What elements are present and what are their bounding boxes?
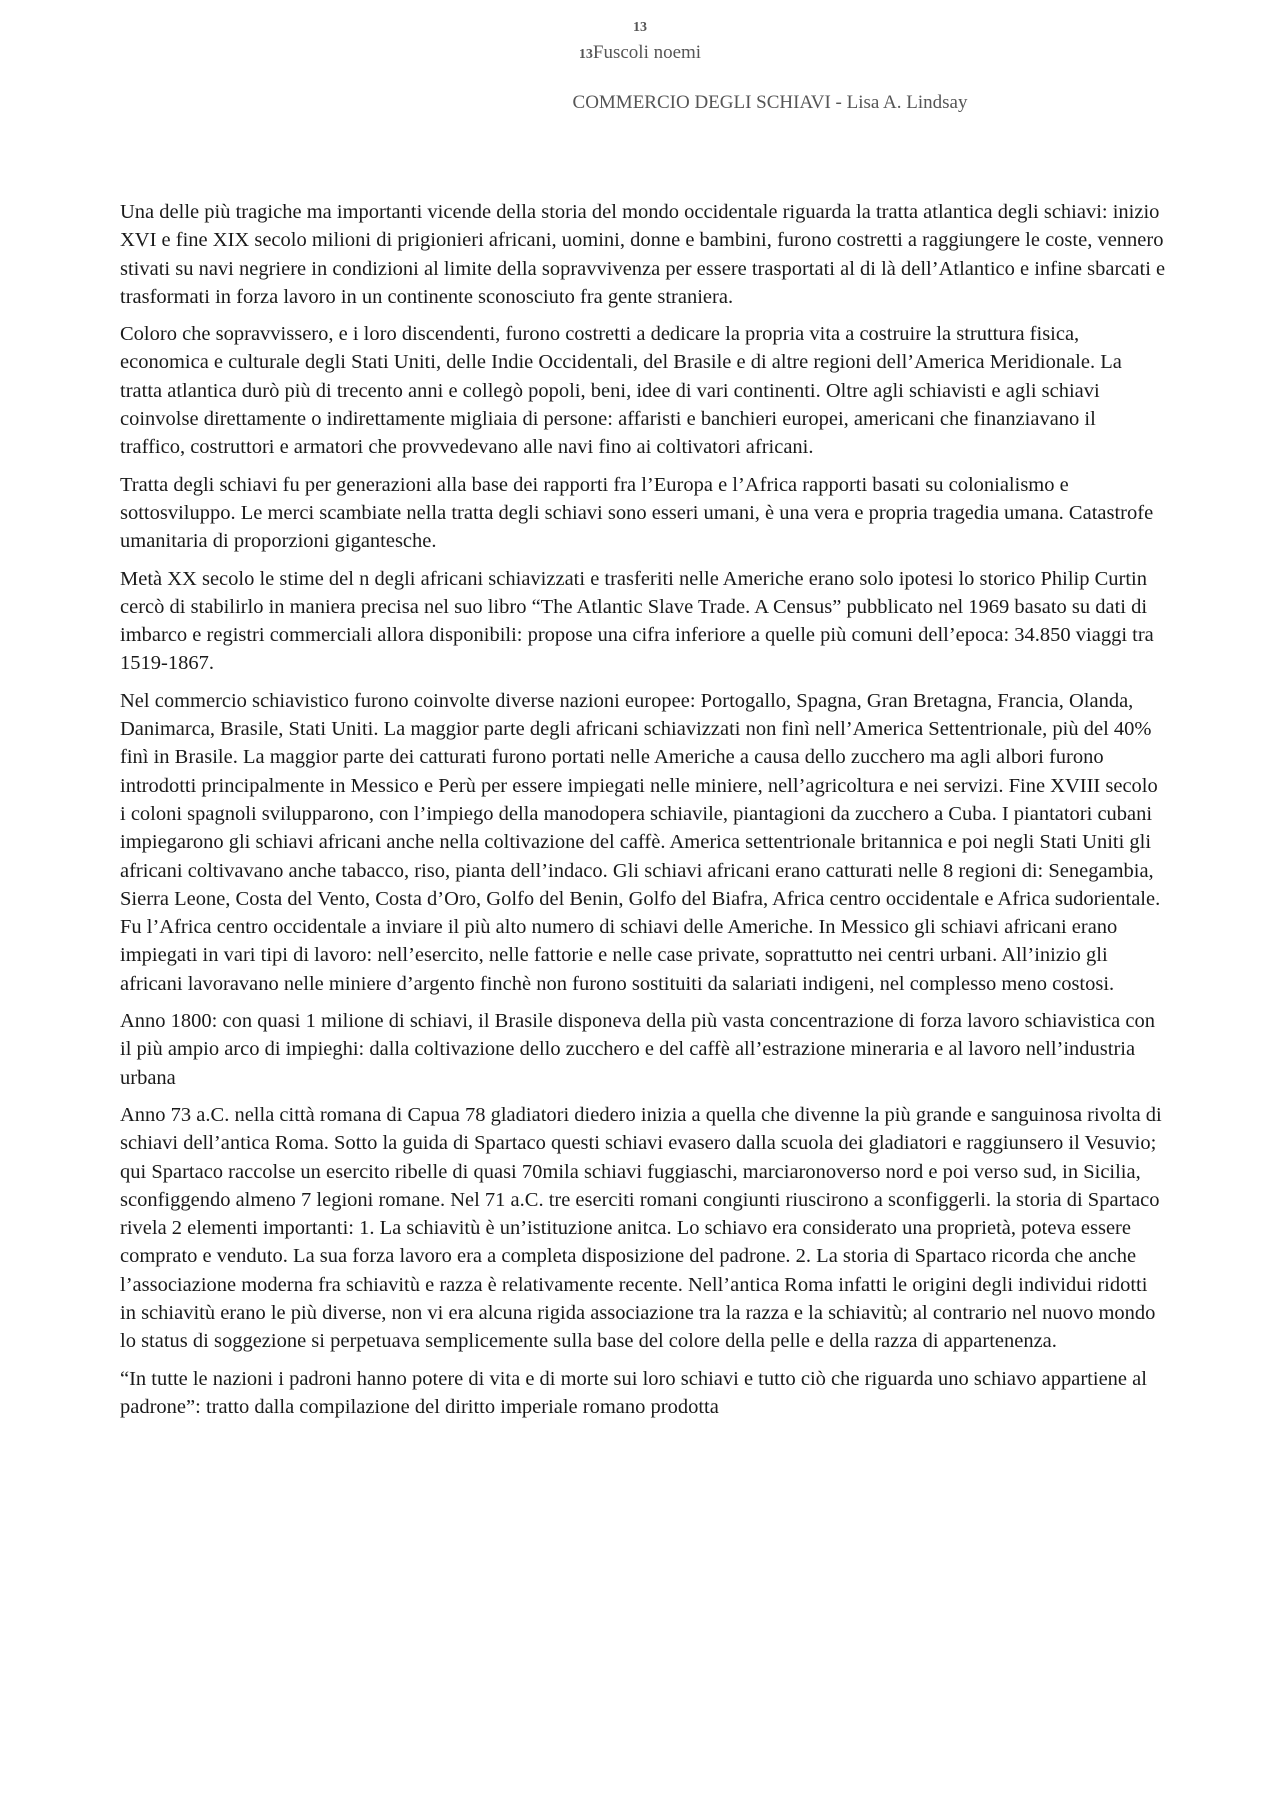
author-line xyxy=(0,42,1280,64)
paragraph-6: Anno 1800: con quasi 1 milione di schiavi, il Brasile disponeva della più vasta concentrazione di forza lavoro schiavistica con il più ampio arco di impieghi: dalla coltivazione dello zucchero e del caffè all’estrazione mineraria e al lavoro nell’industria urbana xyxy=(120,1010,1155,1089)
author-name: Fuscoli noemi xyxy=(592,42,702,63)
author-number: 13 xyxy=(578,47,593,62)
paragraph-8: “In tutte le nazioni i padroni hanno potere di vita e di morte sui loro schiavi e tutto ciò che riguarda uno schiavo appartiene al padrone”: tratto dalla compilazione del diritto imperiale romano prodotta xyxy=(120,1367,1147,1418)
paragraph-4: Metà XX secolo le stime del n degli africani schiavizzati e trasferiti nelle Americhe erano solo ipotesi lo storico Philip Curtin cercò di stabilirlo in maniera precisa nel suo libro “The Atlantic Slave Trade. A Census” pubblicato nel 1969 basato su dati di imbarco e registri commerciali allora disponibili: propose una cifra inferiore a quelle più comuni dell’epoca: 34.850 viaggi tra 1519-1867. xyxy=(120,567,1154,675)
document-body xyxy=(120,198,1166,1430)
page-number: 13 xyxy=(633,20,647,35)
document-title: COMMERCIO DEGLI SCHIAVI - Lisa A. Lindsay xyxy=(572,92,968,113)
paragraph-3: Tratta degli schiavi fu per generazioni alla base dei rapporti fra l’Europa e l’Africa rapporti basati su colonialismo e sottosviluppo. Le merci scambiate nella tratta degli schiavi sono esseri umani, è una vera e propria tragedia umana. Catastrofe umanitaria di proporzioni gigantesche. xyxy=(120,473,1154,553)
paragraph-1: Una delle più tragiche ma importanti vicende della storia del mondo occidentale riguarda la tratta atlantica degli schiavi: inizio XVI e fine XIX secolo milioni di prigionieri africani, uomini, donne e bambini, furono costretti a raggiungere le coste, vennero stivati su navi negriere in condizioni al limite della sopravvivenza per essere trasportati al di là dell’Atlantico e infine sbarcati e trasformati in forza lavoro in un continente sconosciuto fra gente straniera. xyxy=(120,201,1166,308)
paragraph-5: Nel commercio schiavistico furono coinvolte diverse nazioni europee: Portogallo, Spagna, Gran Bretagna, Francia, Olanda, Danimarca, Brasile, Stati Uniti. La maggior parte degli africani schiavizzati non finì nell’America Settentrionale, più del 40% finì in Brasile. La maggior parte dei catturati furono portati nelle Americhe a causa dello zucchero ma agli albori furono introdotti principalmente in Messico e Perù per essere impiegati nelle miniere, nell’agricoltura e nei servizi. Fine XVIII secolo i coloni spagnoli svilupparono, con l’impiego della manodopera schiavile, piantagioni da zucchero a Cuba. I piantatori cubani impiegarono gli schiavi africani anche nella coltivazione del caffè. America settentrionale britannica e poi negli Stati Uniti gli africani coltivavano anche tabacco, riso, pianta dell’indaco. Gli schiavi africani erano catturati nelle 8 regioni di: Senegambia, Sierra Leone, Costa del Vento, Costa d’Oro, Golfo del Benin, Golfo del Biafra, Africa centro occidentale e Africa sudorientale. Fu l’Africa centro occidentale a inviare il più alto numero di schiavi delle Americhe. In Messico gli schiavi africani erano impiegati in vari tipi di lavoro: nell’esercito, nelle fattorie e nelle case private, soprattutto nei centri urbani. All’inizio gli africani lavoravano nelle miniere d’argento finchè non furono sostituiti da salariati indigeni, nel complesso meno costosi. xyxy=(120,689,1161,995)
paragraph-2: Coloro che sopravvissero, e i loro discendenti, furono costretti a dedicare la propria vita a costruire la struttura fisica, economica e culturale degli Stati Uniti, delle Indie Occidentali, del Brasile e di altre regioni dell’America Meridionale. La tratta atlantica durò più di trecento anni e collegò popoli, beni, idee di vari continenti. Oltre agli schiavisti e agli schiavi coinvolse direttamente o indirettamente migliaia di persone: affaristi e banchieri europei, americani che finanziavano il traffico, costruttori e armatori che provvedevano alle navi fino ai coltivatori africani. xyxy=(120,323,1122,459)
paragraph-7: Anno 73 a.C. nella città romana di Capua 78 gladiatori diedero inizia a quella che divenne la più grande e sanguinosa rivolta di schiavi dell’antica Roma. Sotto la guida di Spartaco questi schiavi evasero dalla scuola dei gladiatori e raggiunsero il Vesuvio; qui Spartaco raccolse un esercito ribelle di quasi 70mila schiavi fuggiaschi, marciaronoverso nord e poi verso sud, in Sicilia, sconfiggendo almeno 7 legioni romane. Nel 71 a.C. tre eserciti romani congiunti riuscirono a sconfiggerli. la storia di Spartaco rivela 2 elementi importanti: 1. La schiavitù è un’istituzione anitca. Lo schiavo era considerato una proprietà, poteva essere comprato e venduto. La sua forza lavoro era a completa disposizione del padrone. 2. La storia di Spartaco ricorda che anche l’associazione moderna fra schiavitù e razza è relativamente recente. Nell’antica Roma infatti le origini degli individui ridotti in schiavitù erano le più diverse, non vi era alcuna rigida associazione tra la razza e la schiavitù; al contrario nel nuovo mondo lo status di soggezione si perpetuava semplicemente sulla base del colore della pelle e della razza di appartenenza. xyxy=(120,1103,1162,1353)
